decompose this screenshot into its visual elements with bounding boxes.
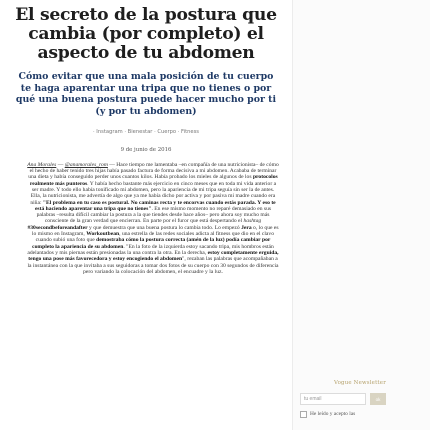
body-italic-text: hashtag — [243, 218, 262, 225]
article-subtitle: Cómo evitar que una mala posición de tu cuerpo te haga aparentar una tripa que no tienes o por qué una buena postura puede hacer mucho por ti (y por tu abdomen) — [15, 71, 277, 118]
body-bold-text: Jera — [241, 224, 252, 231]
body-text: , una estrella de las redes sociales adicta al fitness que dio en el clavo cuando subió una foto que — [35, 231, 275, 244]
article-date: 9 de junio de 2016 — [120, 146, 172, 153]
body-text: ", rezaban las palabras que acompañaban a la instantánea con la que invitaba a sus seguidoras a tomar dos fotos de su cuerpo con 30 segundos de diferencia pero variando la colocación del abdomen, el encuadre y la luz. — [27, 256, 279, 275]
tag-instagram[interactable]: Instagram — [96, 128, 123, 135]
consent-checkbox[interactable] — [300, 411, 307, 418]
newsletter-consent — [300, 411, 420, 418]
body-bold-text: protocolos realmente más punteros — [29, 174, 278, 187]
hashtag-link[interactable]: #30secondbeforeandafter — [27, 224, 88, 231]
body-text: . En ese mismo momento no reparé demasiado en sus palabras –resulta difícil cambiar la postura a la que tiendes desde hace años– pero ahora soy mucho más consciente de la gran verdad que encierran. En parte por el furor que está despertando el — [36, 205, 272, 225]
body-text: y que demuestra que una buena postura lo cambia todo. Lo empezó — [87, 224, 242, 231]
author-name[interactable]: Ana Morales — [27, 161, 57, 168]
article-tags — [0, 129, 292, 135]
body-bold-text: estoy completamente erguida, tengo una pose más favorecedora y estoy encogiendo el abdomen — [28, 249, 279, 263]
body-text: . Y había hecho bastante más ejercicio en cinco meses que en toda mi vida anterior a ser madre. Y todo ello había tonificado mi abdomen, pero la apariencia de mi tripa seguía sin ser la de antes. Ella, la nutricionista, me advertía de algo que ya me había dicho por activa y por pasiva mi madre cuando era niña: — [30, 180, 277, 206]
tag-separator: · — [92, 128, 95, 135]
article-body — [0, 162, 292, 275]
newsletter-submit-button[interactable]: ok — [370, 393, 386, 405]
body-bold-text: demostraba cómo la postura correcta (amén de la luz) podía cambiar por completo la apariencia de su abdomen — [32, 237, 271, 250]
tag-separator: · — [124, 128, 127, 135]
author-handle-link[interactable]: @anamorales_rom — [64, 161, 108, 168]
sidebar — [292, 0, 430, 430]
instagram-account-link[interactable]: Workoutbean — [86, 231, 120, 238]
tag-separator: · — [154, 128, 156, 135]
tag-fitness[interactable]: Fitness — [181, 128, 200, 135]
body-text: — Hace tiempo me lamentaba –en compañía de una nutricionista– de cómo el hecho de haber tenido tres hijas había pasado factura de forma decisiva a mi abdomen. Acababa de terminar una dieta y había conseguido perder unos cuantos kilos. Había probado los mieles de algunos de los — [28, 161, 279, 181]
newsletter-widget — [300, 380, 420, 418]
tag-separator: · — [177, 128, 180, 135]
tag-bienestar[interactable]: Bienestar — [127, 128, 153, 135]
newsletter-form — [300, 393, 420, 405]
article-title: El secreto de la postura que cambia (por completo) el aspecto de tu abdomen — [15, 5, 277, 63]
tag-cuerpo[interactable]: Cuerpo — [157, 128, 177, 135]
consent-label: He leído y acepto las — [310, 411, 356, 417]
body-quote: "El problema en tu caso es postural. No caminas recta y te encorvas cuando estás parada. Y eso te está haciendo aparentar una tripa que no tienes" — [34, 199, 276, 212]
body-text: . "En la foto de la izquierda estoy sacando tripa, mis hombros están adelantados y mis piernas están presionadas la una contra la otra. En la derecha, — [27, 243, 274, 256]
newsletter-title: Vogue Newsletter — [334, 380, 386, 386]
body-text: — — [56, 161, 65, 168]
newsletter-email-input[interactable] — [300, 393, 366, 405]
body-text: o, lo que es lo mismo en Instagram, — [31, 224, 279, 238]
